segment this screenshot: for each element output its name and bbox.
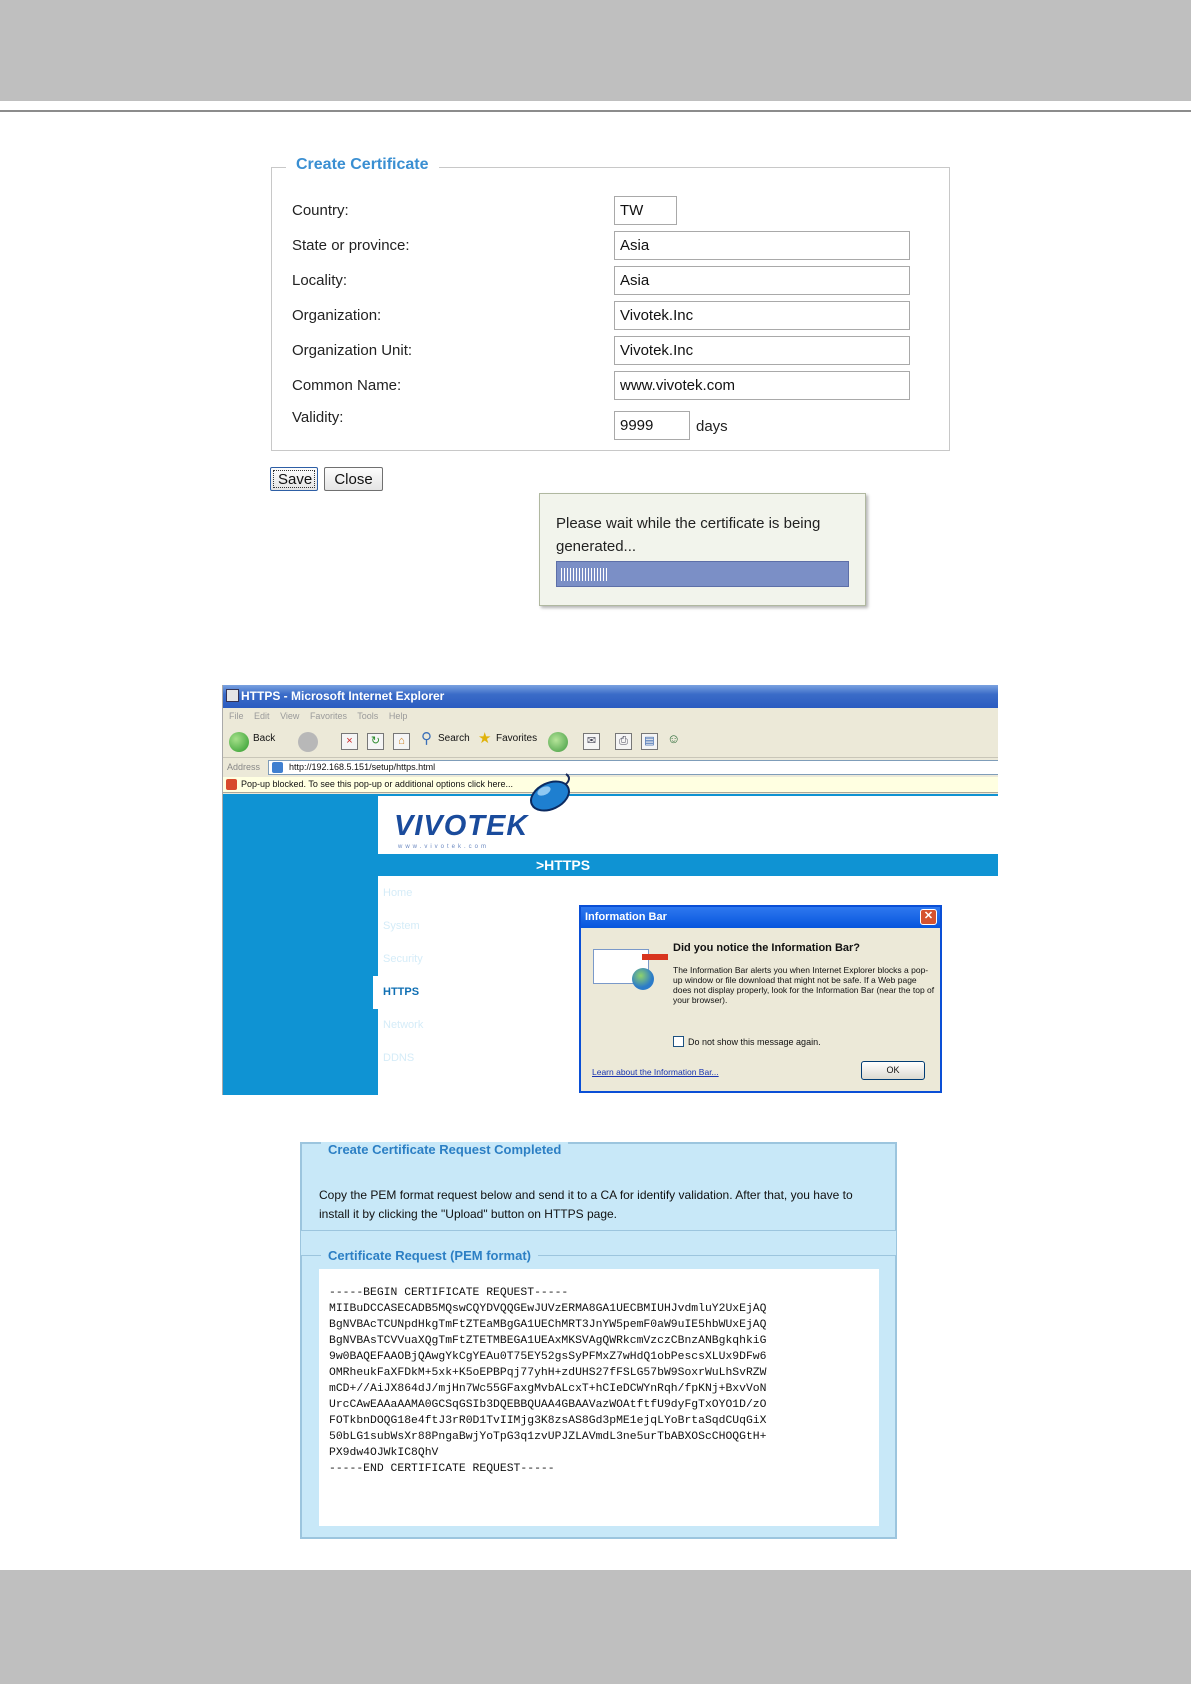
create-certificate-panel (271, 156, 950, 451)
ok-button[interactable]: OK (861, 1061, 925, 1080)
close-icon[interactable]: ✕ (920, 909, 937, 925)
locality-row (292, 266, 932, 296)
state-label: State or province: (292, 237, 410, 254)
home-icon[interactable]: ⌂ (393, 733, 410, 750)
request-instructions: Copy the PEM format request below and send it to a CA for identify validation. After that, you have to install it by clicking the "Upload" button on HTTPS page. (319, 1188, 853, 1221)
search-button-label[interactable]: Search (438, 733, 470, 744)
organization-unit-label: Organization Unit: (292, 342, 413, 359)
pem-textarea[interactable] (319, 1269, 879, 1526)
dialog-title-bar (581, 907, 940, 928)
organization-label: Organization: (292, 307, 382, 324)
organization-input[interactable] (614, 301, 910, 330)
locality-label: Locality: (292, 272, 348, 289)
stop-icon[interactable]: × (341, 733, 358, 750)
menu-edit[interactable]: Edit (254, 711, 270, 721)
common-name-input[interactable] (614, 371, 910, 400)
pem-text: -----BEGIN CERTIFICATE REQUEST----- MIIBuDCCASECADB5MQswCQYDVQQGEwJUVzERMA8GA1UECBMIUHJvdmluY2UxEjAQ BgNVBAcTCUNpdHkgTmFtZTEaMBgGA1UEChMRT3JnYW5pemF0aW9uIE5hbWUxEjAQ BgNVBAsTCVVuaXQgTmFtZTETMBEGA1UEAxMKSVAgQWRkcmVzczCBnzANBgkqhkiG 9w0BAQEFAAOBjQAwgYkCgYEAu0T75EY52gsSyPFMxZ7wHdQ1obPescsXLUx9DFw6 OMRheukFaXFDkM+5xk+K5oEPBPqj77yhH+zdUHS27fFSLG57bW9SoxrWuLhSvRZW mCD+//AiJX864dJ/mjHn7Wc55GFaxgMvbALcxT+hCIeDCWYnRqh/fpKNj+BxvVoN UrcCAwEAAaAAMA0GCSqGSIb3DQEBBQUAA4GBAAVazWOAtftfU9dyFgTxOYO1D/zO FOTkbnDOQG18e4ftJ3rR0D1TvIIMjg3K8zsAS8Gd3pME1ejqLYoBrtaSqdCUqGiX 50bLG1subWsXr88PngaBwjYoTpG3q1zvUPJZLAVmdL3ne5urTbABXOScCHOQGtH+ PX9dw4OJWkIC8QhV -----END CERTIFICATE REQUEST----- (329, 1287, 767, 1475)
ie-title-bar (223, 685, 998, 708)
address-url: http://192.168.5.151/setup/https.html (289, 762, 436, 772)
popup-blocked-icon (226, 779, 237, 790)
favorites-star-icon[interactable]: ★ (478, 730, 492, 747)
request-completed-fieldset (301, 1143, 896, 1231)
information-bar-dialog (579, 905, 942, 1093)
learn-more-link[interactable]: Learn about the Information Bar... (592, 1067, 719, 1077)
organization-unit-input[interactable] (614, 336, 910, 365)
dont-show-checkbox[interactable] (673, 1036, 821, 1047)
dialog-title: Information Bar (585, 911, 667, 923)
validity-input[interactable] (614, 411, 690, 440)
vivotek-logo-url: www.vivotek.com (398, 844, 490, 850)
red-arrow-icon (642, 954, 668, 960)
request-completed-panel (300, 1142, 897, 1539)
organization-unit-row (292, 336, 932, 366)
nav-system[interactable]: System (383, 920, 420, 932)
menu-file[interactable]: File (229, 711, 244, 721)
dialog-body: The Information Bar alerts you when Internet Explorer blocks a pop-up window or file download that might not be safe. If a Web page does not display properly, look for the Information Bar (near the top of your browser). (673, 965, 935, 1005)
infobar-text: Pop-up blocked. To see this pop-up or additional options click here... (241, 779, 513, 789)
dialog-heading: Did you notice the Information Bar? (673, 942, 861, 954)
ie-menu-bar (223, 708, 998, 726)
progress-bar (556, 561, 849, 587)
menu-help[interactable]: Help (388, 711, 408, 721)
validity-row (292, 411, 932, 441)
header-band (0, 0, 1191, 101)
header-rule (0, 110, 1191, 112)
mail-icon[interactable]: ✉ (583, 733, 600, 750)
organization-row (292, 301, 932, 331)
ie-app-icon (226, 689, 239, 702)
request-completed-legend: Create Certificate Request Completed (321, 1142, 568, 1157)
search-icon[interactable]: ⚲ (421, 730, 432, 747)
history-icon[interactable] (548, 732, 568, 752)
create-certificate-legend: Create Certificate (286, 156, 439, 174)
favorites-button-label[interactable]: Favorites (496, 733, 538, 744)
vivotek-logo: VIVOTEK (394, 810, 529, 842)
information-bar-illustration-icon (593, 949, 649, 984)
refresh-icon[interactable]: ↻ (367, 733, 384, 750)
generating-dialog (539, 493, 866, 606)
menu-tools[interactable]: Tools (357, 711, 379, 721)
save-button[interactable]: Save (270, 467, 318, 491)
forward-arrow-icon[interactable] (298, 732, 318, 752)
page-title-bar (378, 854, 998, 876)
dont-show-label: Do not show this message again. (688, 1037, 821, 1047)
mouse-pointer-icon (528, 772, 578, 812)
address-input[interactable] (268, 760, 998, 775)
locality-input[interactable] (614, 266, 910, 295)
footer-band (0, 1570, 1191, 1684)
back-button-label[interactable]: Back (253, 733, 276, 744)
popup-blocked-infobar[interactable] (223, 777, 998, 793)
checkbox-box[interactable] (673, 1036, 684, 1047)
validity-label: Validity: (292, 409, 344, 426)
generating-message: Please wait while the certificate is being generated... (556, 515, 821, 555)
nav-home[interactable]: Home (383, 887, 413, 899)
menu-view[interactable]: View (280, 711, 300, 721)
state-input[interactable] (614, 231, 910, 260)
print-icon[interactable]: ⎙ (615, 733, 632, 750)
ie-title-text: HTTPS - Microsoft Internet Explorer (241, 689, 445, 703)
common-name-label: Common Name: (292, 377, 402, 394)
country-row (292, 196, 932, 226)
state-row (292, 231, 932, 261)
nav-https[interactable]: HTTPS (373, 976, 530, 1009)
back-arrow-icon[interactable] (229, 732, 249, 752)
ie-toolbar (223, 726, 998, 758)
validity-days-label: days (696, 418, 728, 435)
address-label: Address (227, 762, 261, 772)
nav-security[interactable]: Security (383, 953, 423, 965)
menu-favorites[interactable]: Favorites (309, 711, 347, 721)
common-name-row (292, 371, 932, 401)
country-input[interactable] (614, 196, 677, 225)
pem-legend: Certificate Request (PEM format) (321, 1248, 538, 1263)
page-icon (272, 762, 283, 773)
page-title: >HTTPS (536, 857, 591, 873)
messenger-icon[interactable]: ☺ (667, 731, 681, 746)
ie-window (222, 685, 998, 1095)
camera-nav-menu (373, 877, 530, 1095)
nav-network[interactable]: Network (383, 1019, 424, 1031)
close-button[interactable]: Close (324, 467, 383, 491)
pem-fieldset (301, 1248, 896, 1538)
nav-ddns[interactable]: DDNS (383, 1052, 415, 1064)
ie-address-bar (223, 759, 998, 776)
progress-ticks (561, 568, 607, 581)
edit-icon[interactable]: ▤ (641, 733, 658, 750)
globe-icon (632, 968, 654, 990)
country-label: Country: (292, 202, 349, 219)
